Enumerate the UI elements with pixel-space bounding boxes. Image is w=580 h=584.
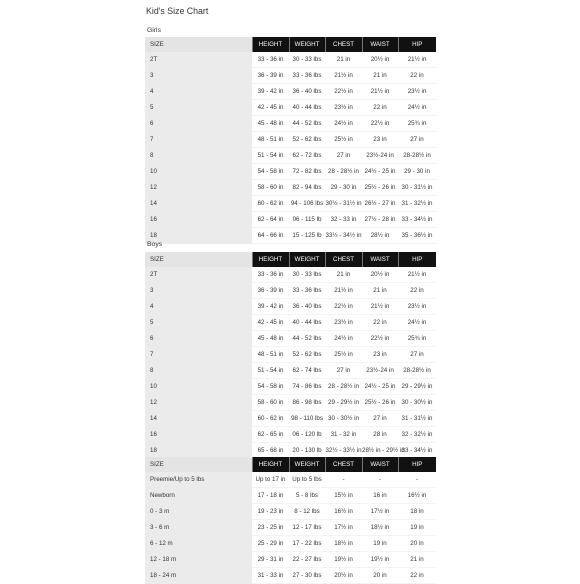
table-row	[145, 84, 436, 100]
value-cell: 15½ in	[325, 488, 362, 504]
value-cell: 40 - 44 lbs	[289, 315, 325, 331]
value-cell: 23 in	[362, 132, 398, 148]
value-cell: 23½ in	[325, 100, 362, 116]
value-cell: 24½ - 25 in	[362, 164, 398, 180]
table-row	[145, 116, 436, 132]
table-row	[145, 164, 436, 180]
value-cell: 98 - 110 lbs	[289, 411, 325, 427]
value-cell: -	[325, 472, 362, 488]
value-cell: 28½ in - 29½ in	[362, 443, 398, 459]
value-cell: 30 - 30½ in	[325, 411, 362, 427]
size-cell: 3	[145, 283, 252, 299]
value-cell: 65 - 68 in	[252, 443, 289, 459]
value-cell: 20½ in	[362, 267, 398, 283]
table-row	[145, 488, 436, 504]
value-cell: 22 - 27 lbs	[289, 552, 325, 568]
value-cell: 24½ in	[398, 315, 436, 331]
value-cell: 72 - 82 lbs	[289, 164, 325, 180]
column-header: WAIST	[362, 37, 398, 52]
value-cell: 23½-24 in	[362, 363, 398, 379]
size-cell: 4	[145, 84, 252, 100]
value-cell: 94 - 106 lbs	[289, 196, 325, 212]
value-cell: 22 in	[362, 100, 398, 116]
value-cell: 27 in	[325, 148, 362, 164]
value-cell: 23½ in	[398, 84, 436, 100]
value-cell: 28½ in	[362, 228, 398, 244]
table-row	[145, 395, 436, 411]
value-cell: 54 - 58 in	[252, 379, 289, 395]
value-cell: 29 - 30 in	[398, 164, 436, 180]
value-cell: 18 in	[398, 504, 436, 520]
size-cell: 12 - 18 m	[145, 552, 252, 568]
column-header: HEIGHT	[252, 457, 289, 472]
value-cell: 29 - 29½ in	[398, 379, 436, 395]
column-header: HIP	[398, 252, 436, 267]
value-cell: 25¾ in	[398, 116, 436, 132]
left-margin	[0, 0, 138, 580]
column-header: WAIST	[362, 457, 398, 472]
value-cell: 62 - 72 lbs	[289, 148, 325, 164]
table-row	[145, 196, 436, 212]
column-header: HIP	[398, 457, 436, 472]
value-cell: 22 in	[362, 315, 398, 331]
value-cell: 25½ - 26 in	[362, 395, 398, 411]
table-row	[145, 283, 436, 299]
value-cell: 20½ in	[325, 568, 362, 584]
value-cell: 21 in	[362, 283, 398, 299]
size-cell: 18	[145, 443, 252, 459]
value-cell: 22 in	[398, 283, 436, 299]
value-cell: 36 - 39 in	[252, 68, 289, 84]
value-cell: 42 - 45 in	[252, 315, 289, 331]
value-cell: 28 - 28½ in	[325, 379, 362, 395]
girls-size-table	[145, 37, 436, 244]
value-cell: 21 in	[362, 68, 398, 84]
value-cell: 30½ - 31½ in	[325, 196, 362, 212]
value-cell: 23½-24 in	[362, 148, 398, 164]
column-header: HEIGHT	[252, 252, 289, 267]
table-row	[145, 100, 436, 116]
value-cell: 17½ in	[325, 520, 362, 536]
value-cell: 29 - 30 in	[325, 180, 362, 196]
value-cell: 51 - 54 in	[252, 363, 289, 379]
value-cell: 27 in	[325, 363, 362, 379]
size-cell: 16	[145, 212, 252, 228]
table-row	[145, 228, 436, 244]
value-cell: 33 - 36 lbs	[289, 68, 325, 84]
value-cell: 29 - 31 in	[252, 552, 289, 568]
value-cell: 06 - 120 lb	[289, 427, 325, 443]
value-cell: 39 - 42 in	[252, 299, 289, 315]
value-cell: 23 - 25 in	[252, 520, 289, 536]
value-cell: 25¾ in	[398, 331, 436, 347]
value-cell: 35 - 36½ in	[398, 228, 436, 244]
value-cell: 25½ - 26 in	[362, 180, 398, 196]
value-cell: 27 - 30 lbs	[289, 568, 325, 584]
value-cell: 29 - 29½ in	[325, 395, 362, 411]
value-cell: 52 - 62 lbs	[289, 347, 325, 363]
value-cell: 60 - 62 in	[252, 196, 289, 212]
value-cell: 26½ - 27 in	[362, 196, 398, 212]
girls-section-label: Girls	[147, 27, 161, 34]
size-cell: 0 - 3 m	[145, 504, 252, 520]
value-cell: 25 - 29 in	[252, 536, 289, 552]
value-cell: 16 in	[362, 488, 398, 504]
table-row	[145, 347, 436, 363]
value-cell: 51 - 54 in	[252, 148, 289, 164]
column-header: CHEST	[325, 252, 362, 267]
size-cell: 18	[145, 228, 252, 244]
value-cell: 28 - 28½ in	[325, 164, 362, 180]
value-cell: 27½ - 28 in	[362, 212, 398, 228]
value-cell: 74 - 86 lbs	[289, 379, 325, 395]
column-header: WEIGHT	[289, 37, 325, 52]
size-cell: 8	[145, 363, 252, 379]
value-cell: 64 - 66 in	[252, 228, 289, 244]
value-cell: 21 in	[325, 267, 362, 283]
value-cell: 32 - 33 in	[325, 212, 362, 228]
size-cell: 2T	[145, 267, 252, 283]
size-cell: 6 - 12 m	[145, 536, 252, 552]
value-cell: 54 - 58 in	[252, 164, 289, 180]
value-cell: 33 - 36 in	[252, 52, 289, 68]
value-cell: 58 - 60 in	[252, 180, 289, 196]
size-cell: 12	[145, 395, 252, 411]
value-cell: 30 - 30½ in	[398, 395, 436, 411]
value-cell: 22 in	[398, 568, 436, 584]
value-cell: 20½ in	[362, 52, 398, 68]
value-cell: 48 - 51 in	[252, 347, 289, 363]
value-cell: 40 - 44 lbs	[289, 100, 325, 116]
value-cell: 30 - 33 lbs	[289, 52, 325, 68]
value-cell: 21½ in	[398, 267, 436, 283]
value-cell: 44 - 52 lbs	[289, 116, 325, 132]
size-cell: 14	[145, 196, 252, 212]
value-cell: 22½ in	[325, 84, 362, 100]
value-cell: 24½ in	[325, 331, 362, 347]
value-cell: 17½ in	[362, 504, 398, 520]
size-cell: 12	[145, 180, 252, 196]
value-cell: Up to 17 in	[252, 472, 289, 488]
table-row	[145, 148, 436, 164]
value-cell: 21½ in	[362, 299, 398, 315]
value-cell: 82 - 94 lbs	[289, 180, 325, 196]
table-row	[145, 379, 436, 395]
size-cell: 16	[145, 427, 252, 443]
value-cell: 36 - 39 in	[252, 283, 289, 299]
size-cell: 4	[145, 299, 252, 315]
table-row	[145, 427, 436, 443]
value-cell: 30 - 31½ in	[398, 180, 436, 196]
value-cell: 5 - 8 lbs	[289, 488, 325, 504]
value-cell: 48 - 51 in	[252, 132, 289, 148]
value-cell: -	[398, 472, 436, 488]
value-cell: 42 - 45 in	[252, 100, 289, 116]
table-row	[145, 568, 436, 584]
size-cell: 6	[145, 116, 252, 132]
value-cell: 23 in	[362, 347, 398, 363]
table-row	[145, 472, 436, 488]
column-header: WAIST	[362, 252, 398, 267]
value-cell: 19 in	[398, 520, 436, 536]
value-cell: 33 - 34½ in	[398, 443, 436, 459]
value-cell: 24½ in	[398, 100, 436, 116]
value-cell: Up to 5 lbs	[289, 472, 325, 488]
value-cell: 62 - 65 in	[252, 427, 289, 443]
value-cell: 23½ in	[325, 315, 362, 331]
boys-section-label: Boys	[147, 241, 163, 248]
table-row	[145, 267, 436, 283]
page-title: Kid's Size Chart	[146, 6, 209, 16]
value-cell: 16½ in	[325, 504, 362, 520]
value-cell: 33 - 36 in	[252, 267, 289, 283]
size-cell: 10	[145, 379, 252, 395]
value-cell: 86 - 98 lbs	[289, 395, 325, 411]
value-cell: 22½ in	[325, 299, 362, 315]
value-cell: 33½ - 34½ in	[325, 228, 362, 244]
value-cell: 15 - 125 lb	[289, 228, 325, 244]
size-cell: 6	[145, 331, 252, 347]
size-cell: 10	[145, 164, 252, 180]
value-cell: 20 in	[362, 568, 398, 584]
value-cell: 31 - 32 in	[325, 427, 362, 443]
size-cell: 7	[145, 347, 252, 363]
value-cell: 17 - 18 in	[252, 488, 289, 504]
value-cell: 36 - 40 lbs	[289, 84, 325, 100]
value-cell: 32 - 32½ in	[398, 427, 436, 443]
table-row	[145, 504, 436, 520]
size-cell: 3	[145, 68, 252, 84]
value-cell: 21½ in	[325, 283, 362, 299]
value-cell: 21½ in	[325, 68, 362, 84]
value-cell: 21½ in	[398, 52, 436, 68]
value-cell: 8 - 12 lbs	[289, 504, 325, 520]
table-row	[145, 331, 436, 347]
value-cell: 21 in	[325, 52, 362, 68]
column-header: HIP	[398, 37, 436, 52]
column-header: WEIGHT	[289, 252, 325, 267]
table-row	[145, 520, 436, 536]
value-cell: 28-28½ in	[398, 363, 436, 379]
value-cell: 19 in	[362, 536, 398, 552]
value-cell: 52 - 62 lbs	[289, 132, 325, 148]
size-cell: 18 - 24 m	[145, 568, 252, 584]
value-cell: 19½ in	[325, 552, 362, 568]
value-cell: 16½ in	[398, 488, 436, 504]
value-cell: 62 - 74 lbs	[289, 363, 325, 379]
boys-size-table	[145, 252, 436, 459]
value-cell: 20 in	[398, 536, 436, 552]
value-cell: 33 - 34½ in	[398, 212, 436, 228]
value-cell: 39 - 42 in	[252, 84, 289, 100]
table-header-row	[145, 252, 436, 267]
table-header-row	[145, 457, 436, 472]
column-header: SIZE	[145, 252, 252, 267]
column-header: CHEST	[325, 457, 362, 472]
value-cell: 24½ in	[325, 116, 362, 132]
size-cell: 14	[145, 411, 252, 427]
value-cell: 31 - 32½ in	[398, 196, 436, 212]
value-cell: 22 in	[398, 68, 436, 84]
value-cell: 21½ in	[362, 84, 398, 100]
value-cell: 21 in	[398, 552, 436, 568]
value-cell: 28-28½ in	[398, 148, 436, 164]
column-header: CHEST	[325, 37, 362, 52]
column-header: SIZE	[145, 37, 252, 52]
table-row	[145, 363, 436, 379]
value-cell: 22½ in	[362, 331, 398, 347]
size-cell: 5	[145, 315, 252, 331]
value-cell: 33 - 36 lbs	[289, 283, 325, 299]
value-cell: 31 - 33 in	[252, 568, 289, 584]
table-row	[145, 180, 436, 196]
value-cell: -	[362, 472, 398, 488]
value-cell: 20 - 130 lb	[289, 443, 325, 459]
value-cell: 12 - 17 lbs	[289, 520, 325, 536]
column-header: WEIGHT	[289, 457, 325, 472]
value-cell: 22½ in	[362, 116, 398, 132]
value-cell: 18½ in	[325, 536, 362, 552]
value-cell: 19 - 23 in	[252, 504, 289, 520]
value-cell: 32½ - 33½ in	[325, 443, 362, 459]
size-cell: 2T	[145, 52, 252, 68]
value-cell: 60 - 62 in	[252, 411, 289, 427]
size-cell: 5	[145, 100, 252, 116]
size-cell: Newborn	[145, 488, 252, 504]
value-cell: 31 - 31½ in	[398, 411, 436, 427]
value-cell: 28 in	[362, 427, 398, 443]
value-cell: 27 in	[398, 347, 436, 363]
value-cell: 30 - 33 lbs	[289, 267, 325, 283]
value-cell: 45 - 48 in	[252, 116, 289, 132]
size-cell: 8	[145, 148, 252, 164]
table-row	[145, 536, 436, 552]
value-cell: 36 - 40 lbs	[289, 299, 325, 315]
value-cell: 62 - 64 in	[252, 212, 289, 228]
value-cell: 18½ in	[362, 520, 398, 536]
table-header-row	[145, 37, 436, 52]
table-row	[145, 411, 436, 427]
column-header: SIZE	[145, 457, 252, 472]
table-row	[145, 299, 436, 315]
size-cell: 3 - 6 m	[145, 520, 252, 536]
value-cell: 24½ - 25 in	[362, 379, 398, 395]
value-cell: 27 in	[362, 411, 398, 427]
value-cell: 06 - 115 lb	[289, 212, 325, 228]
value-cell: 17 - 22 lbs	[289, 536, 325, 552]
value-cell: 19½ in	[362, 552, 398, 568]
table-row	[145, 52, 436, 68]
value-cell: 27 in	[398, 132, 436, 148]
table-row	[145, 132, 436, 148]
table-row	[145, 315, 436, 331]
value-cell: 23½ in	[398, 299, 436, 315]
value-cell: 25½ in	[325, 132, 362, 148]
table-row	[145, 212, 436, 228]
table-row	[145, 68, 436, 84]
baby-size-table	[145, 457, 436, 584]
value-cell: 44 - 52 lbs	[289, 331, 325, 347]
value-cell: 25½ in	[325, 347, 362, 363]
right-margin	[443, 0, 580, 580]
value-cell: 58 - 60 in	[252, 395, 289, 411]
size-cell: 7	[145, 132, 252, 148]
table-row	[145, 552, 436, 568]
column-header: HEIGHT	[252, 37, 289, 52]
value-cell: 45 - 48 in	[252, 331, 289, 347]
size-cell: Preemie/Up to 5 lbs	[145, 472, 252, 488]
